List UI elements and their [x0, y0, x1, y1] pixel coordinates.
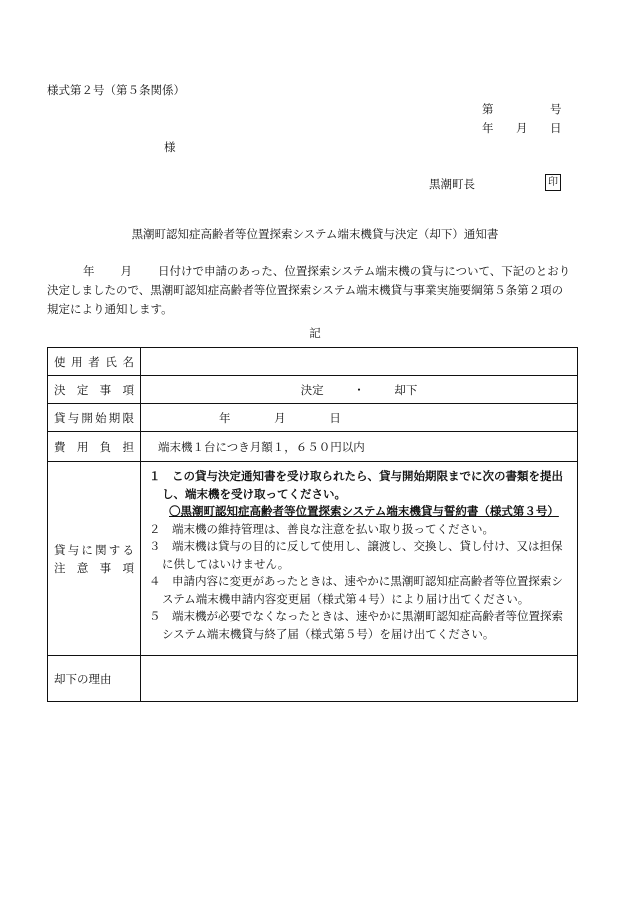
period-day: 日 [329, 410, 341, 425]
row-decision [48, 376, 578, 404]
notes-label-line-2: 注意事項 [54, 560, 134, 575]
decision-separator: ・ [353, 382, 365, 397]
reason-value-cell[interactable] [141, 656, 578, 702]
period-label-cell [48, 404, 141, 432]
notice-body [47, 262, 577, 319]
note-1-line-b: し、端末機を受け取ってください。 [162, 486, 346, 501]
document-title: 黒潮町認知症高齢者等位置探索システム端末機貸与決定（却下）通知書 [131, 227, 499, 241]
reason-label-cell [48, 656, 141, 702]
note-5-line-b: システム端末機貸与終了届（様式第５号）を届け出てください。 [162, 626, 495, 641]
decision-table [47, 347, 578, 702]
decision-reject[interactable]: 却下 [394, 382, 418, 397]
notes-label-cell [48, 462, 141, 656]
number-prefix: 第 [482, 102, 494, 116]
note-1-line-a: １ この貸与決定通知書を受け取られたら、貸与開始期限までに次の書類を提出 [149, 469, 563, 483]
year-label: 年 [482, 121, 494, 135]
body-line-3: 規定により通知します。 [47, 302, 173, 316]
note-3-line-a: ３ 端末機は貸与の目的に反して使用し、譲渡し、交換し、貸し付け、又は担保 [149, 539, 563, 553]
sender-name: 黒潮町長 [429, 177, 475, 191]
ki-heading: 記 [309, 326, 321, 340]
decision-label-cell [48, 376, 141, 404]
day-label: 日 [550, 121, 562, 135]
row-user-name [48, 348, 578, 376]
body-line-2: 決定しましたので、黒潮町認知症高齢者等位置探索システム端末機貸与事業実施要綱第５条第２項の [47, 283, 564, 297]
note-3-line-b: に供してはいけません。 [162, 556, 290, 571]
form-number: 様式第２号（第５条関係） [47, 83, 185, 97]
decision-value-cell[interactable] [141, 376, 578, 404]
row-period [48, 404, 578, 432]
note-1-document: 〇黒潮町認知症高齢者等位置探索システム端末機貸与誓約書（様式第３号） [169, 504, 559, 518]
addressee-suffix: 様 [164, 140, 176, 154]
cost-label: 費用負担 [54, 439, 134, 454]
row-cost [48, 432, 578, 462]
note-5-line-a: ５ 端末機が必要でなくなったときは、速やかに黒潮町認知症高齢者等位置探索 [149, 609, 563, 623]
user-name-label: 使用者氏名 [54, 354, 134, 369]
cost-value: 端末機１台につき月額１，６５０円以内 [158, 439, 365, 454]
note-4-line-a: ４ 申請内容に変更があったときは、速やかに黒潮町認知症高齢者等位置探索シ [149, 574, 563, 588]
body-line-1 [47, 262, 577, 281]
seal-box: 印 [545, 174, 561, 191]
note-4-line-b: ステム端末機申請内容変更届（様式第４号）により届け出てください。 [162, 591, 530, 606]
note-2: ２ 端末機の維持管理は、善良な注意を払い取り扱ってください。 [149, 521, 494, 536]
period-label: 貸与開始期限 [54, 410, 134, 425]
period-year: 年 [219, 410, 231, 425]
user-name-value-cell[interactable] [141, 348, 578, 376]
user-name-label-cell [48, 348, 141, 376]
row-notes [48, 462, 578, 656]
notes-label-line-1: 貸与に関する [54, 542, 134, 557]
period-value-cell[interactable] [141, 404, 578, 432]
cost-label-cell [48, 432, 141, 462]
number-suffix: 号 [550, 102, 562, 116]
body-line-1-rest: 日付けで申請のあった、位置探索システム端末機の貸与について、下記のとおり [158, 264, 571, 278]
body-year: 年 [83, 264, 95, 278]
reason-label: 却下の理由 [54, 671, 112, 686]
decision-label: 決定事項 [54, 382, 134, 397]
body-month: 月 [120, 264, 132, 278]
notes-content-cell [141, 462, 578, 656]
period-month: 月 [274, 410, 286, 425]
month-label: 月 [516, 121, 528, 135]
decision-approve[interactable]: 決定 [300, 382, 324, 397]
cost-value-cell [141, 432, 578, 462]
row-reason [48, 656, 578, 702]
